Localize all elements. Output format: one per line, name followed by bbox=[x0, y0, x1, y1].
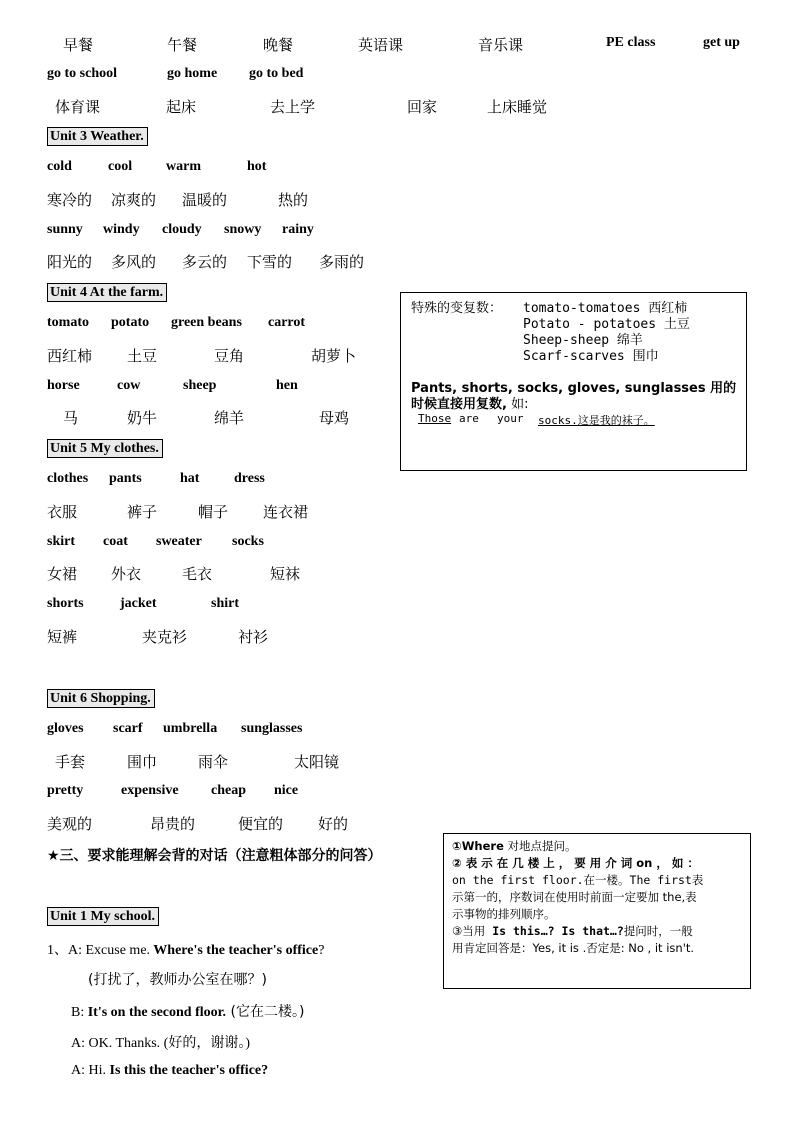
vocab-gobed-cn: 上床睡觉 bbox=[487, 98, 548, 116]
unit3-cn: 多云的 bbox=[182, 253, 228, 271]
note-is-this: Is this…? Is that…? bbox=[485, 924, 624, 938]
dialog-line bbox=[71, 1001, 304, 1021]
unit4-title: Unit 4 At the farm. bbox=[47, 283, 167, 302]
unit5-cn: 帽子 bbox=[198, 503, 229, 521]
unit5-word: pants bbox=[109, 471, 142, 486]
example-your: your bbox=[497, 412, 524, 425]
dialog-hi: A: Hi. bbox=[71, 1063, 106, 1078]
unit3-cn: 热的 bbox=[278, 191, 309, 209]
unit3-cn: 温暖的 bbox=[182, 191, 228, 209]
plural-note: Pants, shorts, socks, gloves, sunglasses 用的 bbox=[411, 381, 737, 396]
vocab-music-class: 音乐课 bbox=[478, 36, 524, 54]
plural-item: tomato-tomatoes 西红柿 bbox=[523, 301, 688, 316]
grammar-note-box bbox=[443, 833, 751, 989]
dialog-line bbox=[47, 939, 324, 959]
note-line bbox=[452, 872, 703, 888]
unit5-title: Unit 5 My clothes. bbox=[47, 439, 163, 458]
note-on-example: on the first floor.在一楼。The first bbox=[452, 873, 692, 887]
vocab-pe-class: PE class bbox=[606, 35, 656, 50]
note-when: ③当用 bbox=[452, 924, 486, 938]
unit6-cn: 昂贵的 bbox=[150, 815, 196, 833]
plural-label: 特殊的变复数： bbox=[411, 301, 503, 316]
vocab-get-up: get up bbox=[703, 35, 740, 50]
plural-note-bold: 时候直接用复数, bbox=[411, 397, 507, 412]
note-line: 示事物的排列顺序。 bbox=[452, 907, 556, 921]
unit3-cn: 凉爽的 bbox=[111, 191, 157, 209]
unit5-word: jacket bbox=[120, 596, 157, 611]
vocab-go-to-bed: go to bed bbox=[249, 66, 304, 81]
unit3-word: cloudy bbox=[162, 222, 202, 237]
vocab-dinner: 晚餐 bbox=[263, 36, 294, 54]
vocab-gohome-cn: 回家 bbox=[407, 98, 438, 116]
unit4-word: cow bbox=[117, 378, 141, 393]
dialog-translation: (打扰了，教师办公室在哪？) bbox=[88, 972, 267, 988]
unit5-word: sweater bbox=[156, 534, 202, 549]
note-line bbox=[452, 838, 577, 854]
dialog-line bbox=[71, 1063, 268, 1079]
unit4-cn: 西红柿 bbox=[47, 347, 93, 365]
vocab-english-class: 英语课 bbox=[358, 36, 404, 54]
unit3-cn: 下雪的 bbox=[247, 253, 293, 271]
dialog-answer: It's on the second floor. bbox=[84, 1005, 227, 1020]
section-heading: ★三、要求能理解会背的对话（注意粗体部分的问答） bbox=[47, 848, 382, 864]
unit3-word: sunny bbox=[47, 222, 83, 237]
unit6-word: cheap bbox=[211, 783, 246, 798]
unit3-word: warm bbox=[166, 159, 201, 174]
dialog-qmark: ? bbox=[318, 943, 325, 958]
unit3-word: windy bbox=[103, 222, 140, 237]
plural-note-suffix: 如: bbox=[506, 397, 529, 412]
unit6-word: sunglasses bbox=[241, 721, 303, 736]
unit5-word: skirt bbox=[47, 534, 75, 549]
unit4-cn: 土豆 bbox=[127, 347, 158, 365]
unit3-cn: 阳光的 bbox=[47, 253, 93, 271]
example-those: Those bbox=[418, 412, 452, 425]
unit3-cn: 多雨的 bbox=[319, 253, 365, 271]
unit5-word: hat bbox=[180, 471, 200, 486]
unit3-word: cold bbox=[47, 159, 72, 174]
dialog-where-question: Where's the teacher's office bbox=[150, 943, 319, 958]
unit6-cn: 手套 bbox=[55, 753, 86, 771]
note-line: 示第一的，序数词在使用时前面一定要加 the,表 bbox=[452, 890, 697, 904]
plural-item: Scarf-scarves 围巾 bbox=[523, 349, 659, 364]
unit6-word: pretty bbox=[47, 783, 84, 798]
dialog-excuse: 1、A: Excuse me. bbox=[47, 943, 151, 958]
unit4-cn: 奶牛 bbox=[127, 409, 158, 427]
vocab-go-home: go home bbox=[167, 66, 218, 81]
unit5-cn: 衣服 bbox=[47, 503, 78, 521]
unit4-cn: 马 bbox=[63, 409, 79, 427]
note-biao: 表 bbox=[691, 873, 704, 887]
vocab-breakfast: 早餐 bbox=[63, 36, 94, 54]
unit4-word: sheep bbox=[183, 378, 217, 393]
note-line bbox=[452, 923, 693, 939]
note-line: 用肯定回答是：Yes, it is .否定是: No , it isn't. bbox=[452, 941, 695, 955]
unit6-cn: 雨伞 bbox=[198, 753, 229, 771]
plural-note-2 bbox=[411, 393, 528, 412]
plural-item: Potato - potatoes 土豆 bbox=[523, 317, 690, 332]
unit3-word: cool bbox=[108, 159, 133, 174]
unit6-cn: 太阳镜 bbox=[294, 753, 340, 771]
unit5-cn: 连衣裙 bbox=[263, 503, 309, 521]
unit1-title: Unit 1 My school. bbox=[47, 907, 159, 926]
dialog-line: A: OK. Thanks. (好的，谢谢。) bbox=[71, 1036, 251, 1051]
unit5-word: dress bbox=[234, 471, 265, 486]
unit5-cn: 短袜 bbox=[270, 565, 301, 583]
unit4-cn: 母鸡 bbox=[319, 409, 350, 427]
unit3-title: Unit 3 Weather. bbox=[47, 127, 148, 146]
unit6-word: expensive bbox=[121, 783, 179, 798]
unit6-word: umbrella bbox=[163, 721, 218, 736]
unit4-cn: 豆角 bbox=[214, 347, 245, 365]
unit4-word: carrot bbox=[268, 315, 306, 330]
unit6-title: Unit 6 Shopping. bbox=[47, 689, 155, 708]
unit4-word: horse bbox=[47, 378, 80, 393]
unit3-word: rainy bbox=[282, 222, 314, 237]
unit3-word: hot bbox=[247, 159, 267, 174]
vocab-go-to-school: go to school bbox=[47, 66, 117, 81]
example-socks: socks.这是我的袜子。 bbox=[538, 414, 655, 427]
unit5-cn: 外衣 bbox=[111, 565, 142, 583]
unit6-cn: 围巾 bbox=[127, 753, 158, 771]
note-question: 提问时，一般 bbox=[623, 924, 693, 938]
note-line: ② 表 示 在 几 楼 上 ， 要 用 介 词 on ， 如 ： bbox=[452, 856, 699, 870]
unit5-cn: 裤子 bbox=[127, 503, 158, 521]
unit3-cn: 多风的 bbox=[111, 253, 157, 271]
unit5-word: clothes bbox=[47, 471, 89, 486]
unit6-word: gloves bbox=[47, 721, 84, 736]
unit4-word: tomato bbox=[47, 315, 89, 330]
unit3-cn: 寒冷的 bbox=[47, 191, 93, 209]
dialog-speaker: B: bbox=[71, 1005, 85, 1020]
unit5-cn: 毛衣 bbox=[182, 565, 213, 583]
plural-item: Sheep-sheep 绵羊 bbox=[523, 333, 643, 348]
vocab-lunch: 午餐 bbox=[167, 36, 198, 54]
dialog-answer-cn: (它在二楼。) bbox=[226, 1004, 305, 1020]
unit4-word: potato bbox=[111, 315, 150, 330]
unit5-cn: 短裤 bbox=[47, 628, 78, 646]
plural-note-box bbox=[400, 292, 747, 471]
unit6-word: scarf bbox=[113, 721, 143, 736]
unit4-word: green beans bbox=[171, 315, 242, 330]
unit6-cn: 好的 bbox=[318, 815, 349, 833]
unit6-cn: 便宜的 bbox=[238, 815, 284, 833]
unit5-word: shirt bbox=[211, 596, 239, 611]
dialog-is-this-question: Is this the teacher's office? bbox=[106, 1063, 269, 1078]
unit6-cn: 美观的 bbox=[47, 815, 93, 833]
note-where-text: 对地点提问。 bbox=[503, 839, 577, 853]
example-are: are bbox=[459, 412, 479, 425]
unit5-cn: 女裙 bbox=[47, 565, 78, 583]
unit5-word: coat bbox=[103, 534, 128, 549]
unit4-cn: 绵羊 bbox=[214, 409, 245, 427]
unit4-cn: 胡萝卜 bbox=[311, 347, 357, 365]
unit5-cn: 衬衫 bbox=[238, 628, 269, 646]
unit5-word: shorts bbox=[47, 596, 84, 611]
unit6-word: nice bbox=[274, 783, 299, 798]
unit5-word: socks bbox=[232, 534, 264, 549]
vocab-pe-cn: 体育课 bbox=[55, 98, 101, 116]
vocab-getup-cn: 起床 bbox=[166, 98, 197, 116]
unit5-cn: 夹克衫 bbox=[142, 628, 188, 646]
note-where: ①Where bbox=[452, 839, 504, 853]
vocab-goschool-cn: 去上学 bbox=[270, 98, 316, 116]
unit3-word: snowy bbox=[224, 222, 262, 237]
unit4-word: hen bbox=[276, 378, 298, 393]
